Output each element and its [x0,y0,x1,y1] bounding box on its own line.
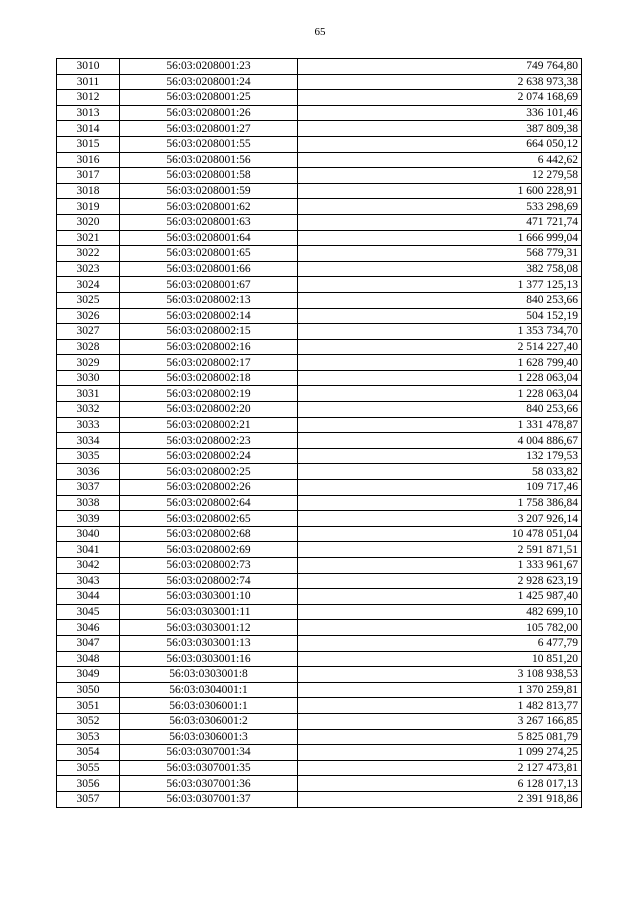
cadastral-value-cell: 3 267 166,85 [298,713,582,729]
table-row [57,573,582,589]
cadastral-number-cell: 56:03:0303001:12 [120,620,298,636]
cadastral-value-cell: 2 591 871,51 [298,542,582,558]
table-row [57,386,582,402]
cadastral-value-cell: 6 442,62 [298,152,582,168]
cadastral-value-cell: 1 425 987,40 [298,589,582,605]
cadastral-number-cell: 56:03:0208002:25 [120,464,298,480]
table-row [57,324,582,340]
cadastral-number-cell: 56:03:0208001:62 [120,199,298,215]
table-row [57,745,582,761]
cadastral-value-cell: 1 370 259,81 [298,682,582,698]
table-row [57,168,582,184]
cadastral-number-cell: 56:03:0208002:64 [120,495,298,511]
cadastral-value-cell: 664 050,12 [298,136,582,152]
table-row [57,495,582,511]
cadastral-number-cell: 56:03:0208001:24 [120,74,298,90]
row-number-cell: 3030 [57,370,120,386]
table-row [57,136,582,152]
cadastral-number-cell: 56:03:0208002:18 [120,370,298,386]
row-number-cell: 3036 [57,464,120,480]
cadastral-number-cell: 56:03:0306001:3 [120,729,298,745]
cadastral-value-cell: 568 779,31 [298,246,582,262]
cadastral-value-cell: 840 253,66 [298,402,582,418]
cadastral-value-table [56,58,582,808]
cadastral-number-cell: 56:03:0307001:35 [120,760,298,776]
cadastral-number-cell: 56:03:0303001:16 [120,651,298,667]
table-row [57,760,582,776]
cadastral-number-cell: 56:03:0208002:17 [120,355,298,371]
row-number-cell: 3011 [57,74,120,90]
cadastral-value-cell: 5 825 081,79 [298,729,582,745]
table-row [57,589,582,605]
table-row [57,214,582,230]
table-row [57,308,582,324]
table-row [57,511,582,527]
cadastral-value-cell: 1 628 799,40 [298,355,582,371]
table-row [57,682,582,698]
table-row [57,729,582,745]
cadastral-value-cell: 1 600 228,91 [298,183,582,199]
cadastral-value-cell: 1 228 063,04 [298,386,582,402]
row-number-cell: 3019 [57,199,120,215]
cadastral-value-cell: 1 353 734,70 [298,324,582,340]
table-row [57,651,582,667]
row-number-cell: 3038 [57,495,120,511]
row-number-cell: 3046 [57,620,120,636]
cadastral-number-cell: 56:03:0208002:21 [120,417,298,433]
row-number-cell: 3025 [57,292,120,308]
cadastral-number-cell: 56:03:0208001:27 [120,121,298,137]
row-number-cell: 3045 [57,604,120,620]
table-row [57,230,582,246]
cadastral-value-cell: 58 033,82 [298,464,582,480]
table-row [57,433,582,449]
cadastral-value-cell: 10 851,20 [298,651,582,667]
cadastral-number-cell: 56:03:0303001:11 [120,604,298,620]
row-number-cell: 3041 [57,542,120,558]
table-row [57,59,582,75]
row-number-cell: 3034 [57,433,120,449]
table-row [57,542,582,558]
table-row [57,698,582,714]
cadastral-number-cell: 56:03:0208002:74 [120,573,298,589]
cadastral-number-cell: 56:03:0208002:19 [120,386,298,402]
table-row [57,667,582,683]
cadastral-value-cell: 2 391 918,86 [298,791,582,807]
row-number-cell: 3031 [57,386,120,402]
cadastral-number-cell: 56:03:0208002:73 [120,558,298,574]
table-row [57,402,582,418]
row-number-cell: 3057 [57,791,120,807]
cadastral-value-cell: 2 074 168,69 [298,90,582,106]
table-row [57,183,582,199]
cadastral-number-cell: 56:03:0208001:64 [120,230,298,246]
cadastral-value-cell: 1 758 386,84 [298,495,582,511]
row-number-cell: 3022 [57,246,120,262]
cadastral-value-cell: 132 179,53 [298,448,582,464]
row-number-cell: 3020 [57,214,120,230]
table-row [57,246,582,262]
cadastral-number-cell: 56:03:0208001:26 [120,105,298,121]
row-number-cell: 3032 [57,402,120,418]
cadastral-number-cell: 56:03:0307001:36 [120,776,298,792]
table-row [57,776,582,792]
cadastral-value-cell: 6 128 017,13 [298,776,582,792]
table-row [57,526,582,542]
cadastral-value-cell: 12 279,58 [298,168,582,184]
cadastral-number-cell: 56:03:0306001:2 [120,713,298,729]
row-number-cell: 3010 [57,59,120,75]
cadastral-number-cell: 56:03:0208002:16 [120,339,298,355]
cadastral-value-cell: 105 782,00 [298,620,582,636]
row-number-cell: 3026 [57,308,120,324]
cadastral-value-cell: 2 127 473,81 [298,760,582,776]
table-body [57,59,582,808]
cadastral-value-cell: 2 638 973,38 [298,74,582,90]
cadastral-value-cell: 749 764,80 [298,59,582,75]
cadastral-number-cell: 56:03:0304001:1 [120,682,298,698]
row-number-cell: 3053 [57,729,120,745]
cadastral-number-cell: 56:03:0208002:23 [120,433,298,449]
cadastral-value-cell: 387 809,38 [298,121,582,137]
cadastral-number-cell: 56:03:0307001:37 [120,791,298,807]
row-number-cell: 3043 [57,573,120,589]
row-number-cell: 3048 [57,651,120,667]
table-row [57,480,582,496]
cadastral-number-cell: 56:03:0306001:1 [120,698,298,714]
row-number-cell: 3044 [57,589,120,605]
row-number-cell: 3029 [57,355,120,371]
cadastral-number-cell: 56:03:0303001:13 [120,635,298,651]
cadastral-number-cell: 56:03:0208002:20 [120,402,298,418]
row-number-cell: 3047 [57,635,120,651]
cadastral-number-cell: 56:03:0303001:8 [120,667,298,683]
page-number: 65 [314,26,326,38]
cadastral-number-cell: 56:03:0208002:68 [120,526,298,542]
row-number-cell: 3015 [57,136,120,152]
table-row [57,261,582,277]
row-number-cell: 3037 [57,480,120,496]
cadastral-number-cell: 56:03:0208001:55 [120,136,298,152]
cadastral-value-cell: 1 331 478,87 [298,417,582,433]
cadastral-value-cell: 1 482 813,77 [298,698,582,714]
cadastral-value-cell: 2 514 227,40 [298,339,582,355]
cadastral-number-cell: 56:03:0208002:15 [120,324,298,340]
row-number-cell: 3018 [57,183,120,199]
row-number-cell: 3050 [57,682,120,698]
cadastral-value-cell: 6 477,79 [298,635,582,651]
cadastral-value-cell: 482 699,10 [298,604,582,620]
cadastral-number-cell: 56:03:0208002:69 [120,542,298,558]
cadastral-value-cell: 840 253,66 [298,292,582,308]
table-row [57,370,582,386]
cadastral-value-cell: 4 004 886,67 [298,433,582,449]
row-number-cell: 3014 [57,121,120,137]
row-number-cell: 3016 [57,152,120,168]
table-row [57,604,582,620]
cadastral-value-cell: 1 333 961,67 [298,558,582,574]
row-number-cell: 3027 [57,324,120,340]
cadastral-number-cell: 56:03:0208001:63 [120,214,298,230]
table-row [57,355,582,371]
cadastral-value-cell: 1 666 999,04 [298,230,582,246]
cadastral-value-cell: 504 152,19 [298,308,582,324]
row-number-cell: 3021 [57,230,120,246]
row-number-cell: 3052 [57,713,120,729]
cadastral-number-cell: 56:03:0208001:59 [120,183,298,199]
table-row [57,713,582,729]
cadastral-value-cell: 1 099 274,25 [298,745,582,761]
table-row [57,448,582,464]
cadastral-number-cell: 56:03:0208002:14 [120,308,298,324]
row-number-cell: 3049 [57,667,120,683]
cadastral-number-cell: 56:03:0208001:66 [120,261,298,277]
row-number-cell: 3024 [57,277,120,293]
row-number-cell: 3042 [57,558,120,574]
row-number-cell: 3056 [57,776,120,792]
table-row [57,339,582,355]
table-row [57,277,582,293]
cadastral-number-cell: 56:03:0208001:65 [120,246,298,262]
cadastral-value-cell: 1 228 063,04 [298,370,582,386]
cadastral-number-cell: 56:03:0208001:67 [120,277,298,293]
table-row [57,791,582,807]
cadastral-number-cell: 56:03:0208002:65 [120,511,298,527]
cadastral-value-cell: 382 758,08 [298,261,582,277]
table-row [57,199,582,215]
cadastral-number-cell: 56:03:0208001:58 [120,168,298,184]
row-number-cell: 3023 [57,261,120,277]
row-number-cell: 3028 [57,339,120,355]
row-number-cell: 3055 [57,760,120,776]
cadastral-value-cell: 2 928 623,19 [298,573,582,589]
cadastral-number-cell: 56:03:0208002:13 [120,292,298,308]
cadastral-number-cell: 56:03:0208001:23 [120,59,298,75]
cadastral-value-cell: 10 478 051,04 [298,526,582,542]
cadastral-value-cell: 109 717,46 [298,480,582,496]
cadastral-number-cell: 56:03:0208001:25 [120,90,298,106]
row-number-cell: 3013 [57,105,120,121]
table-row [57,417,582,433]
cadastral-number-cell: 56:03:0208002:26 [120,480,298,496]
cadastral-value-cell: 3 207 926,14 [298,511,582,527]
row-number-cell: 3054 [57,745,120,761]
table-row [57,620,582,636]
row-number-cell: 3039 [57,511,120,527]
cadastral-number-cell: 56:03:0208001:56 [120,152,298,168]
cadastral-value-cell: 336 101,46 [298,105,582,121]
row-number-cell: 3035 [57,448,120,464]
table-row [57,90,582,106]
row-number-cell: 3040 [57,526,120,542]
cadastral-value-cell: 533 298,69 [298,199,582,215]
table-row [57,558,582,574]
table-row [57,635,582,651]
table-row [57,74,582,90]
cadastral-number-cell: 56:03:0208002:24 [120,448,298,464]
table-row [57,152,582,168]
cadastral-number-cell: 56:03:0307001:34 [120,745,298,761]
table-row [57,292,582,308]
table-row [57,464,582,480]
cadastral-value-cell: 3 108 938,53 [298,667,582,683]
cadastral-value-cell: 1 377 125,13 [298,277,582,293]
row-number-cell: 3012 [57,90,120,106]
row-number-cell: 3017 [57,168,120,184]
row-number-cell: 3033 [57,417,120,433]
row-number-cell: 3051 [57,698,120,714]
cadastral-value-cell: 471 721,74 [298,214,582,230]
cadastral-number-cell: 56:03:0303001:10 [120,589,298,605]
table-row [57,121,582,137]
table-row [57,105,582,121]
